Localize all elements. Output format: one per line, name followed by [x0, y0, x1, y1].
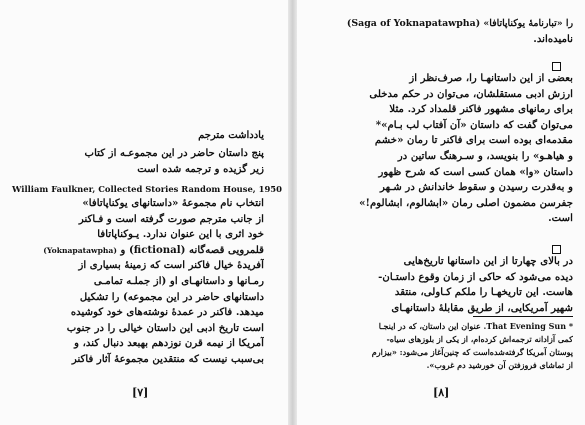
right-paragraph-2: [325, 254, 573, 316]
page-number: [۸]: [433, 386, 450, 399]
text-line: مقدمه‌ای بوده است برای فاکنر تا رمان «خشم: [374, 134, 573, 147]
text-line: آفریدهٔ خیال فاکنر است که زمینهٔ بسیاری از: [78, 259, 264, 272]
text-line: برای رمانهای مشهور فاکنر قلمداد کرد. مثلا: [389, 103, 573, 116]
text-line: از جانب مترجم صورت گرفته است و فـاکنر: [78, 212, 264, 225]
footnote: [325, 320, 573, 372]
left-page: [0, 0, 288, 425]
footnote-divider: [473, 316, 573, 317]
text-line: در بالای چهارتا از این داستانها تاریخ‌هایی: [403, 255, 573, 267]
text-line: آمریکا از نیمه قرن نوزدهم بهبعد دنبال کند، و: [74, 337, 264, 350]
text-line: بعضی از این داستانهـا را، صرف‌نظر از: [409, 72, 573, 84]
page-number: [۷]: [132, 386, 149, 399]
text-line: زیر گزیده و ترجمه شده است: [137, 162, 264, 175]
text-line: رمـانها و داستانهـای او (از جملـه تمامـی: [93, 274, 264, 287]
text-line: پنج داستان حاضر در این مجموعـه از کتاب: [84, 147, 264, 159]
text-line: ارزش ادبی مستقلشان، می‌توان در حکم مدخلی: [369, 87, 573, 100]
text-line: شهیر آمریکایی، از طریق مقابلهٔ داستانهـای: [391, 301, 573, 314]
text-line: داستان «وا» همان کسی است که شرح ظهور: [378, 165, 573, 178]
section-marker-square: [552, 245, 561, 254]
text-line: [8, 243, 264, 259]
text-line: را «تبارنامهٔ یوکناپاتافا» (Saga of Yoknapatawpha): [346, 18, 573, 29]
right-intro: [325, 16, 573, 47]
text-fragment: قلمرویی قصه‌گانه (fictional) و: [120, 243, 264, 256]
footnote-line: کمی آزادانه ترجمه‌اش کرده‌ام، از یکی از بلوزهای سیاه‌-: [386, 334, 573, 344]
left-paragraph-2: [8, 196, 264, 368]
right-paragraph-1: [325, 71, 573, 227]
text-line: است تاریخ ادبی این داستان خیالی را در جنوب: [66, 321, 264, 334]
section-marker-square: [552, 62, 561, 71]
text-line: جفرسن مضمون اصلی رمان «ابشالوم، ابشالوم!»: [359, 196, 573, 209]
inline-term: (Yoknapatawpha): [43, 245, 117, 255]
left-paragraph-1: [8, 146, 264, 177]
text-line: می‌توان گفت که داستان «آن آفتاب لب بـام»*: [375, 118, 573, 131]
footnote-line: از تماشای فروزفتن آن خورشید دم غروب».: [426, 360, 573, 370]
text-line: انتخاب نام مجموعهٔ «داستانهای یوکناپاتافا»: [82, 197, 264, 209]
section-title: یادداشت مترجم: [198, 130, 264, 141]
text-line: دیده می‌شود که حاکی از زمان وقوع داستـان‌-: [378, 270, 573, 283]
book-gutter: [288, 0, 297, 425]
text-line: هاست. این تاریخهـا را ملکم کـاولی، منتقد: [394, 286, 573, 299]
text-line: است.: [548, 212, 573, 225]
text-line: نامیده‌اند.: [533, 32, 573, 45]
citation: William Faulkner, Collected Stories Random House, 1950: [12, 184, 282, 194]
text-line: بی‌سبب نیست که منتقدین مجموعهٔ آثار فاکنر: [71, 352, 264, 365]
right-page: [297, 0, 585, 425]
text-line: و هیاهـو» را بنویسد، و سـرهنگ ساتین در: [397, 149, 573, 162]
text-line: خود اثری با این عنوان ندارد. یـوکناپاتافا: [97, 228, 264, 241]
footnote-line: پوستان آمریکا گرفته‌شده‌است که چنین‌آغاز می‌شود: «بیزارم: [371, 347, 573, 357]
text-line: میدهد. فاکنر در عمدهٔ نوشته‌های خود کوشیده: [70, 306, 264, 319]
text-line: و به‌قدرت رسیدن و سقوط خاندانش در شـهر: [380, 181, 573, 194]
footnote-line: * That Evening Sun. عنوان این داستان، که در اینجـا: [378, 321, 573, 331]
text-line: داستانهای حاضر در این مجموعه) را تشکیل: [79, 290, 264, 303]
